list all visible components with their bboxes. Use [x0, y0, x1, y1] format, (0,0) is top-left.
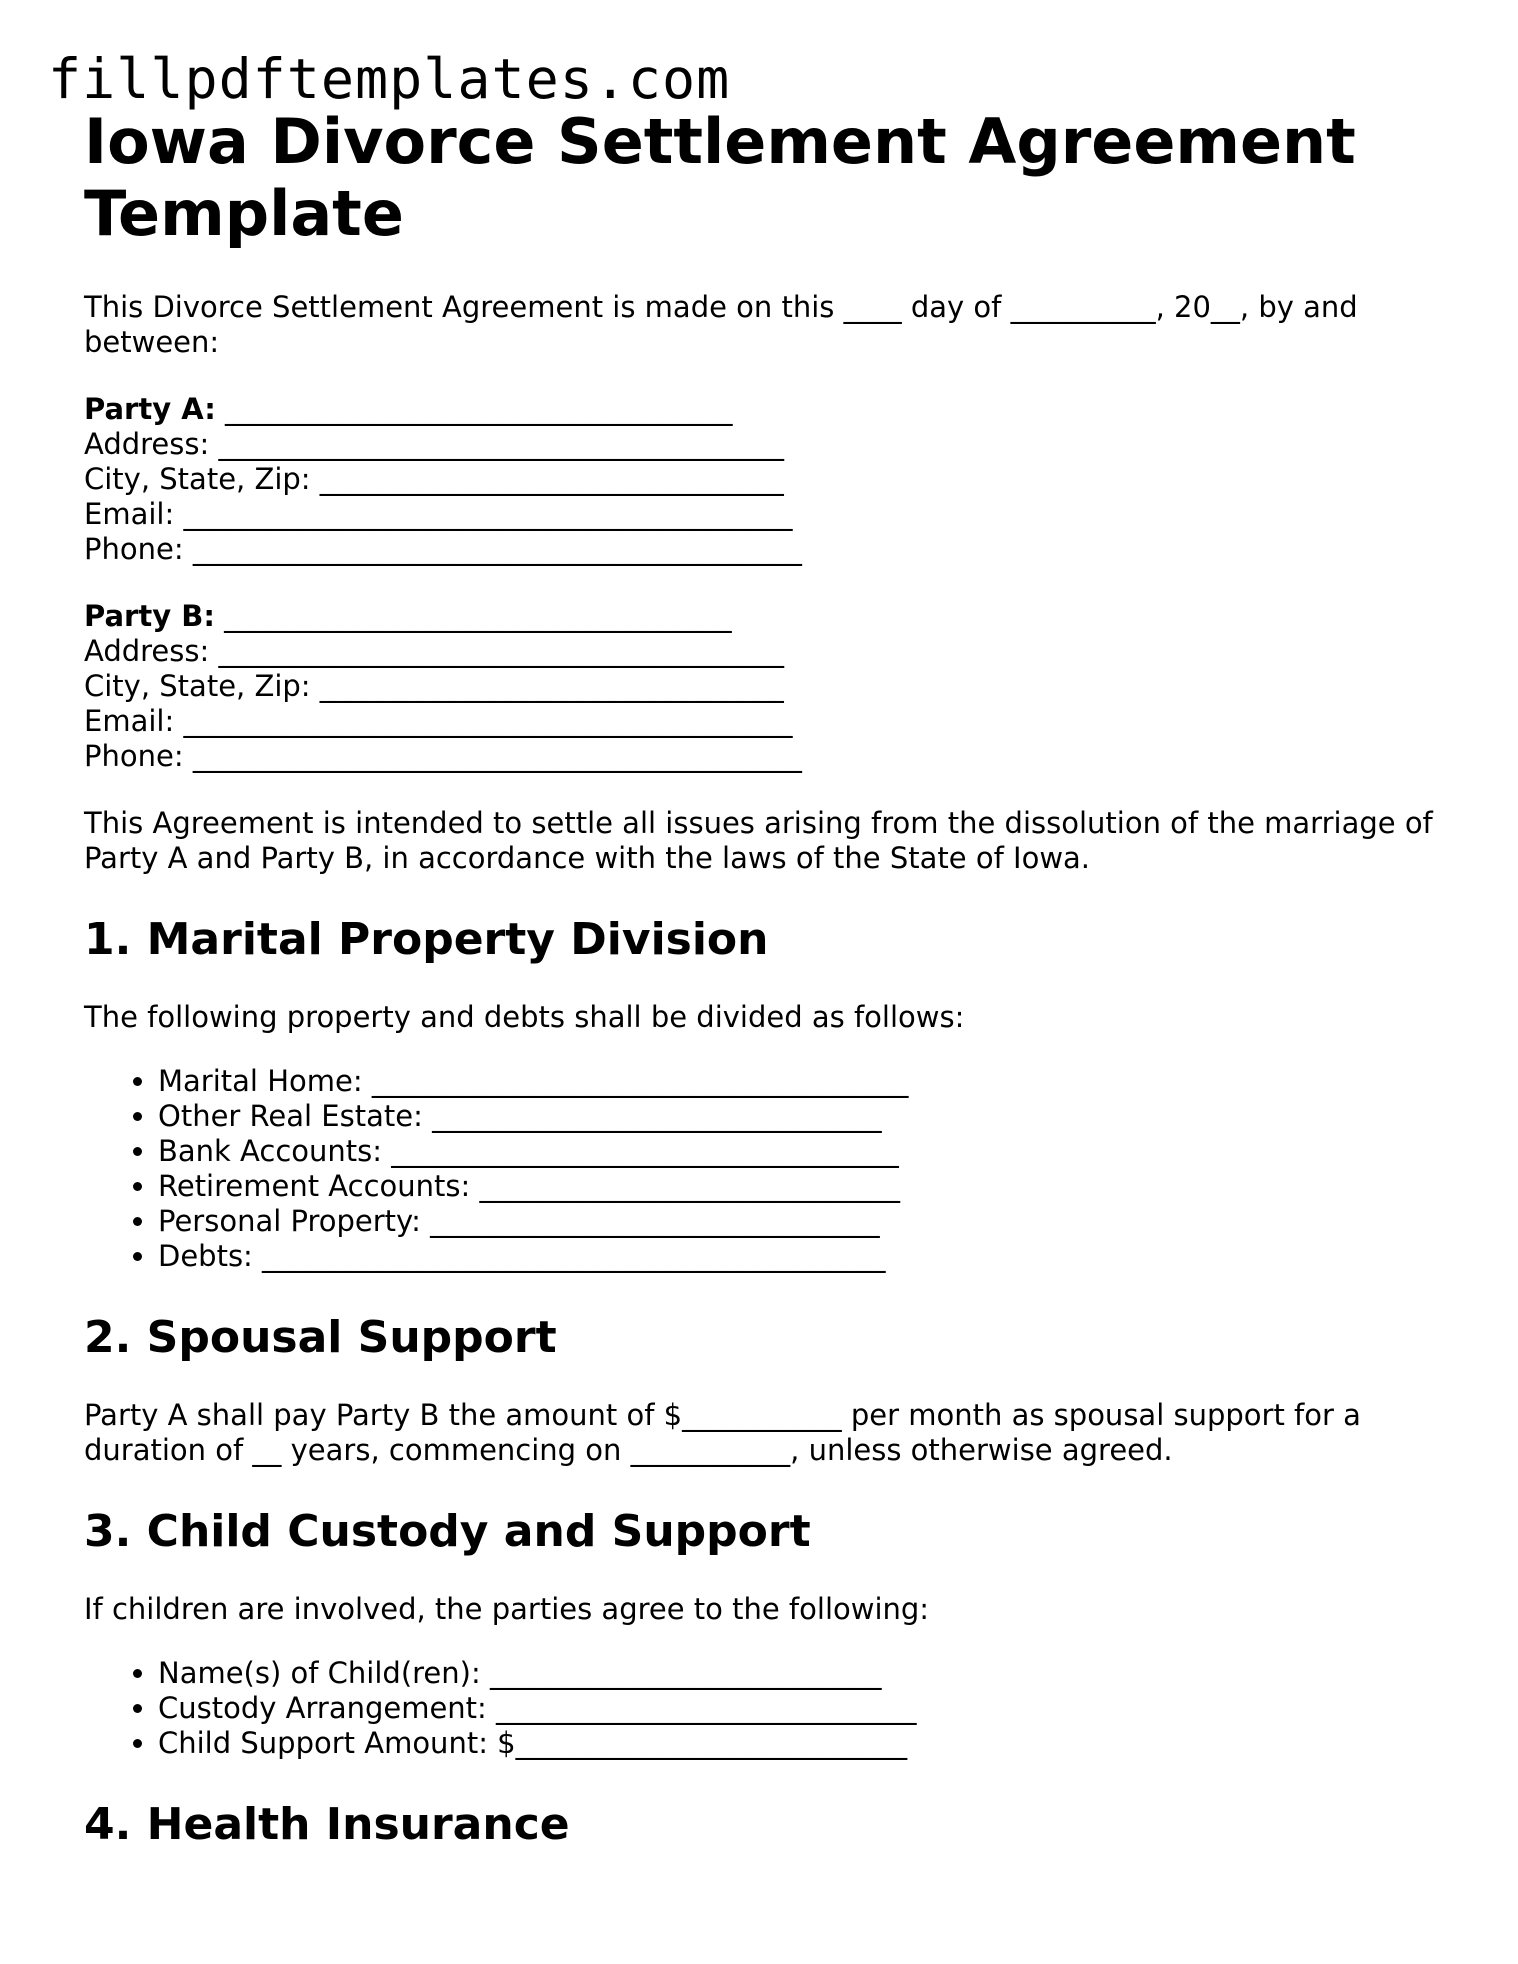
party-b-city-line: City, State, Zip: ________________________________	[84, 669, 784, 703]
party-b-label: Party B:	[84, 599, 215, 633]
section-2-text: Party A shall pay Party B the amount of $___________ per month as spousal support for a duration of __ years, commencing on ___________, unless otherwise agreed.	[84, 1398, 1361, 1467]
party-b-name-blank: ___________________________________	[214, 599, 732, 633]
party-a-city-line: City, State, Zip: ________________________________	[84, 462, 784, 496]
document-title: Iowa Divorce Settlement Agreement Template	[84, 105, 1356, 250]
party-a-address-line: Address: _______________________________________	[84, 427, 784, 461]
list-item-personal-property: • Personal Property: _______________________________	[158, 1204, 1444, 1239]
party-b-name-line	[84, 599, 1444, 634]
party-b-phone-line: Phone: __________________________________________	[84, 739, 802, 773]
intro-paragraph: This Divorce Settlement Agreement is made on this ____ day of __________, 20__, by and between:	[84, 290, 1358, 359]
party-a-phone-line: Phone: __________________________________________	[84, 532, 802, 566]
list-item-children-names: • Name(s) of Child(ren): ___________________________	[158, 1656, 1444, 1691]
list-item-child-support-amount: • Child Support Amount: $___________________________	[158, 1726, 1444, 1761]
section-1-intro: The following property and debts shall be divided as follows:	[84, 1000, 965, 1034]
party-a-email-line: Email: __________________________________________	[84, 497, 793, 531]
list-item-bank-accounts: • Bank Accounts: ___________________________________	[158, 1134, 1444, 1169]
list-item-marital-home: • Marital Home: _____________________________________	[158, 1064, 1444, 1099]
party-b-block	[84, 599, 1444, 774]
section-3-heading: 3. Child Custody and Support	[84, 1506, 811, 1557]
party-b-email-line: Email: __________________________________________	[84, 704, 793, 738]
section-2-heading: 2. Spousal Support	[84, 1312, 557, 1363]
property-list	[84, 1064, 1444, 1274]
section-1-heading: 1. Marital Property Division	[84, 914, 769, 965]
watermark: fillpdftemplates.com	[48, 47, 731, 111]
party-b-address-line: Address: _______________________________________	[84, 634, 784, 668]
purpose-paragraph: This Agreement is intended to settle all issues arising from the dissolution of the marriage of Party A and Party B, in accordance with the laws of the State of Iowa.	[84, 806, 1433, 875]
party-a-name-blank: ___________________________________	[215, 392, 733, 426]
list-item-other-real-estate: • Other Real Estate: _______________________________	[158, 1099, 1444, 1134]
party-a-label: Party A:	[84, 392, 216, 426]
section-3-intro: If children are involved, the parties agree to the following:	[84, 1592, 930, 1626]
list-item-debts: • Debts: ___________________________________________	[158, 1239, 1444, 1274]
document-page	[84, 106, 1444, 1851]
children-list	[84, 1656, 1444, 1761]
list-item-retirement-accounts: • Retirement Accounts: _____________________________	[158, 1169, 1444, 1204]
section-4-heading: 4. Health Insurance	[84, 1799, 570, 1850]
party-a-block	[84, 392, 1444, 567]
list-item-custody-arrangement: • Custody Arrangement: _____________________________	[158, 1691, 1444, 1726]
party-a-name-line	[84, 392, 1444, 427]
